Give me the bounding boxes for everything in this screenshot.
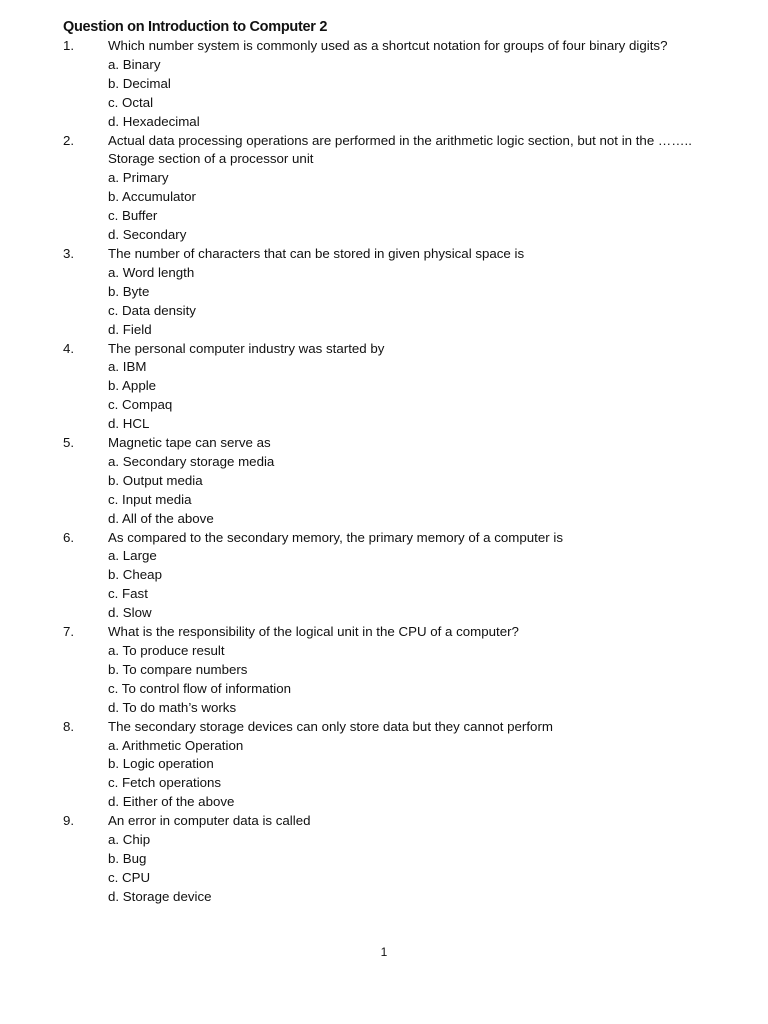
option-c: c. Buffer bbox=[108, 208, 158, 224]
question-text: Magnetic tape can serve as bbox=[108, 435, 271, 451]
question-4 bbox=[63, 340, 703, 435]
question-number: 6. bbox=[63, 529, 75, 545]
option-a: a. Word length bbox=[108, 264, 195, 280]
option-c: c. Compaq bbox=[108, 397, 173, 413]
option-a: a. To produce result bbox=[108, 643, 225, 658]
option-d: d. HCL bbox=[108, 416, 150, 432]
option-a: a. Chip bbox=[108, 832, 151, 848]
option-d: d. Secondary bbox=[108, 227, 187, 243]
question-number: 3. bbox=[63, 245, 75, 261]
option-list bbox=[108, 642, 703, 718]
question-number: 5. bbox=[63, 435, 75, 451]
question-text: Actual data processing operations are performed in the arithmetic logic section, but not in the …….. Storage section of a processor unit bbox=[108, 132, 692, 167]
option-c: c. Fast bbox=[108, 586, 148, 602]
option-d: d. Slow bbox=[108, 605, 152, 621]
option-b: b. To compare numbers bbox=[108, 661, 248, 677]
option-list bbox=[108, 264, 703, 340]
option-d: d. All of the above bbox=[108, 510, 214, 526]
question-2 bbox=[63, 132, 703, 245]
question-9 bbox=[63, 812, 703, 907]
question-text: The secondary storage devices can only store data but they cannot perform bbox=[108, 718, 553, 734]
option-list bbox=[108, 169, 703, 245]
option-d: d. Field bbox=[108, 321, 152, 337]
option-b: b. Apple bbox=[108, 378, 157, 394]
question-number: 4. bbox=[63, 340, 75, 356]
option-c: c. Fetch operations bbox=[108, 775, 222, 791]
option-a: a. Binary bbox=[108, 56, 161, 72]
option-list bbox=[108, 547, 703, 623]
option-a: a. IBM bbox=[108, 359, 147, 375]
option-d: d. Either of the above bbox=[108, 794, 235, 810]
question-number: 1. bbox=[63, 38, 75, 53]
question-number: 8. bbox=[63, 718, 75, 734]
option-b: b. Decimal bbox=[108, 75, 171, 91]
option-a: a. Large bbox=[108, 548, 157, 564]
option-b: b. Accumulator bbox=[108, 189, 196, 205]
option-c: c. Octal bbox=[108, 94, 154, 110]
page-number: 1 bbox=[380, 945, 388, 959]
option-b: b. Cheap bbox=[108, 567, 162, 583]
question-number: 2. bbox=[63, 132, 75, 148]
question-7 bbox=[63, 623, 703, 718]
option-c: c. Data density bbox=[108, 302, 196, 318]
option-b: b. Byte bbox=[108, 283, 150, 299]
question-text: The number of characters that can be stored in given physical space is bbox=[108, 245, 525, 261]
question-6 bbox=[63, 529, 703, 624]
option-c: c. Input media bbox=[108, 491, 192, 507]
option-b: b. Logic operation bbox=[108, 756, 214, 772]
question-text: As compared to the secondary memory, the primary memory of a computer is bbox=[108, 529, 563, 545]
question-1 bbox=[63, 37, 703, 132]
option-d: d. Storage device bbox=[108, 888, 212, 904]
option-a: a. Arithmetic Operation bbox=[108, 737, 244, 753]
option-list bbox=[108, 737, 703, 813]
option-list bbox=[108, 358, 703, 434]
option-c: c. To control flow of information bbox=[108, 680, 292, 696]
question-text: An error in computer data is called bbox=[108, 813, 311, 829]
option-a: a. Primary bbox=[108, 170, 169, 186]
question-text: Which number system is commonly used as a shortcut notation for groups of four binary digits? bbox=[108, 38, 668, 53]
question-text: The personal computer industry was started by bbox=[108, 340, 385, 356]
option-b: b. Bug bbox=[108, 850, 147, 866]
option-c: c. CPU bbox=[108, 869, 151, 885]
option-d: d. Hexadecimal bbox=[108, 113, 200, 129]
option-d: d. To do math’s works bbox=[108, 699, 237, 715]
option-b: b. Output media bbox=[108, 472, 203, 488]
question-number: 7. bbox=[63, 624, 75, 640]
question-3 bbox=[63, 245, 703, 340]
option-list bbox=[108, 56, 703, 132]
question-text: What is the responsibility of the logical unit in the CPU of a computer? bbox=[108, 624, 519, 640]
question-number: 9. bbox=[63, 813, 75, 829]
option-list bbox=[108, 831, 703, 907]
question-list bbox=[63, 37, 703, 907]
document-title: Question on Introduction to Computer 2 bbox=[63, 19, 328, 35]
question-8 bbox=[63, 718, 703, 813]
option-list bbox=[108, 453, 703, 529]
question-5 bbox=[63, 434, 703, 529]
option-a: a. Secondary storage media bbox=[108, 453, 275, 469]
